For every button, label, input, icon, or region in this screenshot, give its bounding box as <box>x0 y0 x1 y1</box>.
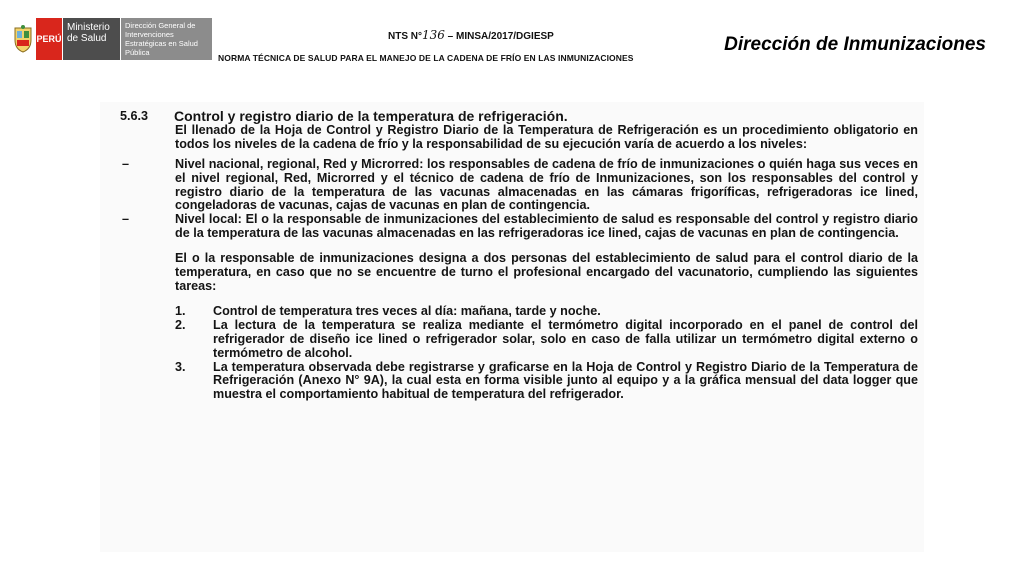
norma-title: NORMA TÉCNICA DE SALUD PARA EL MANEJO DE LA CADENA DE FRÍO EN LAS INMUNIZACIONES <box>218 53 634 63</box>
peru-label: PERÚ <box>36 18 62 60</box>
list-item <box>175 361 918 403</box>
section-heading <box>120 110 918 124</box>
nts-suffix: – MINSA/2017/DGIESP <box>444 31 554 42</box>
nts-prefix: NTS N° <box>388 31 422 42</box>
coat-of-arms-icon <box>10 18 36 60</box>
bullet-marker: – <box>122 212 130 227</box>
direccion-general-label: Dirección General de Intervenciones Estratégicas en Salud Pública <box>120 18 212 60</box>
scanned-document <box>100 102 924 552</box>
nts-code <box>388 28 554 42</box>
ministerio-label: Ministerio de Salud <box>62 18 120 60</box>
direccion-title: Dirección de Inmunizaciones <box>724 34 986 55</box>
item-number: 3. <box>175 359 186 374</box>
designation-paragraph: El o la responsable de inmunizaciones designa a dos personas del establecimiento de salud para el control diario de la temperatura, en caso que no se encuentre de turno el profesional encargado del vacunatorio, cumpliendo las siguientes tareas: <box>175 251 918 293</box>
item-number: 1. <box>175 303 186 318</box>
item-text: Control de temperatura tres veces al día: mañana, tarde y noche. <box>213 303 601 318</box>
item-text: La lectura de la temperatura se realiza mediante el termómetro digital incorporado en el panel de control del refrigerador de diseño ice lined o refrigerador solar, solo en caso de falla utilizar un termómetro digital externo o termómetro de alcohol. <box>213 317 918 360</box>
nts-number: 136 <box>422 28 445 42</box>
item-text: La temperatura observada debe registrarse y graficarse en la Hoja de Control y Registro Diario de la Temperatura de Refrigeración (Anexo N° 9A), la cual esta en forma visible junto al equipo y a la gráfica mensual del data logger que muestra el comportamiento habitual de temperatura del refrigerador. <box>213 359 918 402</box>
list-item <box>120 213 918 241</box>
section-number: 5.6.3 <box>120 109 149 123</box>
item-number: 2. <box>175 317 186 332</box>
list-item <box>120 158 918 214</box>
section-title: Control y registro diario de la temperatura de refrigeración. <box>174 108 568 124</box>
ministry-logo <box>10 18 212 60</box>
bullet-marker: – <box>122 156 130 171</box>
intro-paragraph: El llenado de la Hoja de Control y Registro Diario de la Temperatura de Refrigeración es un procedimiento obligatorio en todos los niveles de la cadena de frío y la responsabilidad de su ejecución varía de acuerdo a los niveles: <box>175 122 918 151</box>
list-item <box>175 319 918 361</box>
document-body <box>120 110 918 402</box>
bullet-text: Nivel nacional, regional, Red y Microrred: los responsables de cadena de frío de inmunizaciones o quién haga sus veces en el nivel regional, Red, Microrred y el técnico de cadena de frío de Inmunizaciones, son los responsables del control y registro diario de la temperatura de las vacunas almacenadas en las cámaras frigoríficas, refrigeradoras ice lined, congeladoras de vacunas, cajas de vacunas en plan de contingencia. <box>175 156 918 213</box>
bullet-text: Nivel local: El o la responsable de inmunizaciones del establecimiento de salud es responsable del control y registro diario de la temperatura de las vacunas almacenadas en las refrigeradoras ice lined, cajas de vacunas en plan de contingencia. <box>175 212 918 241</box>
tasks-list <box>175 305 918 402</box>
list-item <box>175 305 918 319</box>
